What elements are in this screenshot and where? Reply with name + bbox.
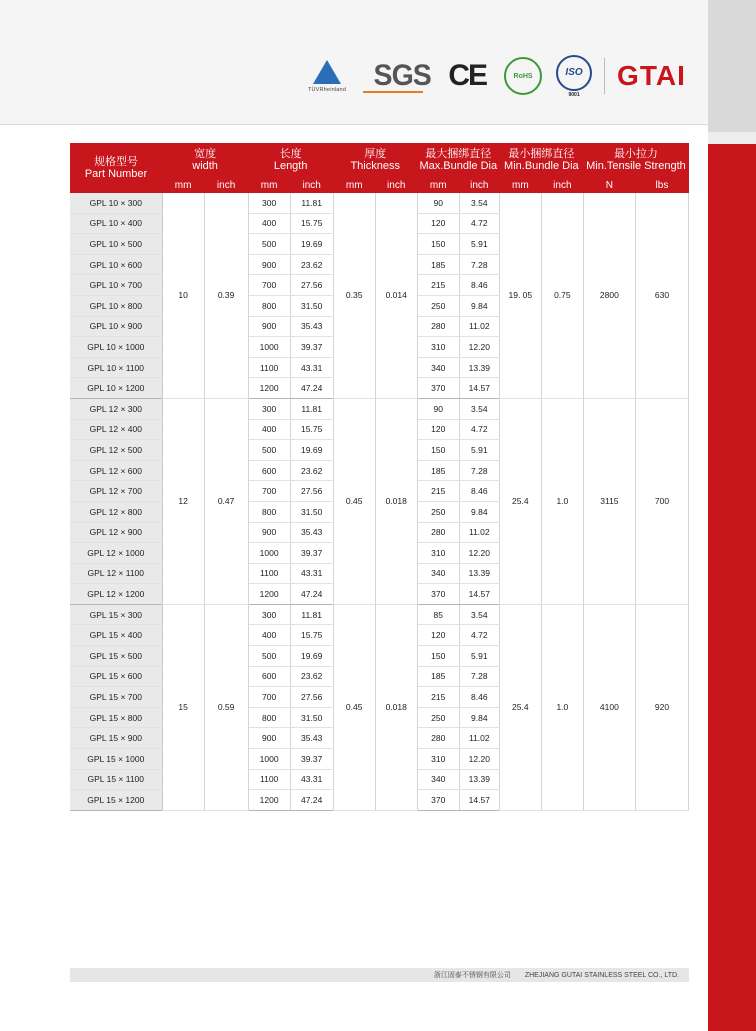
max-bundle-inch-cell: 7.28 [459, 254, 499, 275]
thickness-header [333, 143, 417, 177]
length-header [248, 143, 333, 177]
max-bundle-inch-cell: 14.57 [459, 584, 499, 605]
width-mm-cell: 12 [162, 398, 204, 604]
part-number-cell: GPL 15 × 400 [70, 625, 162, 646]
max-bundle-inch-cell: 3.54 [459, 193, 499, 213]
part-number-cell: GPL 12 × 800 [70, 501, 162, 522]
unit-inch: inch [204, 177, 248, 193]
page-footer [70, 968, 689, 982]
min-bundle-header-cn: 最小捆绑直径 [508, 148, 575, 160]
length-mm-cell: 900 [248, 254, 290, 275]
max-bundle-inch-cell: 8.46 [459, 687, 499, 708]
min-bundle-inch-cell: 1.0 [541, 398, 583, 604]
length-mm-cell: 400 [248, 419, 290, 440]
length-mm-cell: 500 [248, 234, 290, 255]
part-number-cell: GPL 10 × 700 [70, 275, 162, 296]
length-inch-cell: 27.56 [290, 275, 333, 296]
max-bundle-mm-cell: 310 [417, 337, 459, 358]
part-number-cell: GPL 12 × 1100 [70, 563, 162, 584]
part-number-cell: GPL 15 × 1200 [70, 790, 162, 811]
tensile-header-en: Min.Tensile Strength [586, 160, 686, 172]
length-mm-cell: 700 [248, 481, 290, 502]
max-bundle-mm-cell: 340 [417, 357, 459, 378]
logo-divider [604, 58, 605, 94]
min-bundle-header [499, 143, 583, 177]
part-number-cell: GPL 12 × 400 [70, 419, 162, 440]
tensile-lbs-cell: 920 [635, 604, 688, 810]
part-number-cell: GPL 10 × 1200 [70, 378, 162, 399]
part-number-cell: GPL 10 × 400 [70, 213, 162, 234]
max-bundle-header [417, 143, 499, 177]
max-bundle-mm-cell: 370 [417, 378, 459, 399]
unit-mm: mm [248, 177, 290, 193]
part-number-cell: GPL 15 × 900 [70, 728, 162, 749]
max-bundle-inch-cell: 13.39 [459, 563, 499, 584]
max-bundle-mm-cell: 120 [417, 625, 459, 646]
width-header-en: width [192, 160, 218, 172]
thickness-mm-cell: 0.35 [333, 193, 375, 398]
max-bundle-mm-cell: 185 [417, 666, 459, 687]
part-number-cell: GPL 15 × 1100 [70, 769, 162, 790]
thickness-inch-cell: 0.018 [375, 604, 417, 810]
max-bundle-inch-cell: 8.46 [459, 481, 499, 502]
max-bundle-inch-cell: 12.20 [459, 337, 499, 358]
length-inch-cell: 47.24 [290, 584, 333, 605]
max-bundle-mm-cell: 250 [417, 295, 459, 316]
thickness-header-en: Thickness [350, 160, 400, 172]
thickness-header-cn: 厚度 [364, 148, 387, 160]
length-mm-cell: 600 [248, 460, 290, 481]
unit-mm: mm [499, 177, 541, 193]
part-number-cell: GPL 10 × 500 [70, 234, 162, 255]
part-number-cell: GPL 12 × 700 [70, 481, 162, 502]
tuv-triangle-icon [313, 60, 341, 84]
thickness-inch-cell: 0.014 [375, 193, 417, 398]
length-mm-cell: 900 [248, 522, 290, 543]
length-mm-cell: 1100 [248, 563, 290, 584]
unit-inch: inch [459, 177, 499, 193]
rohs-logo: RoHS [504, 57, 542, 95]
max-bundle-inch-cell: 11.02 [459, 728, 499, 749]
unit-mm: mm [417, 177, 459, 193]
max-bundle-mm-cell: 185 [417, 254, 459, 275]
part-header-en: Part Number [84, 168, 148, 180]
length-mm-cell: 1200 [248, 378, 290, 399]
max-bundle-header-en: Max.Bundle Dia [419, 160, 498, 172]
max-bundle-mm-cell: 250 [417, 707, 459, 728]
max-bundle-inch-cell: 14.57 [459, 378, 499, 399]
length-inch-cell: 23.62 [290, 460, 333, 481]
unit-mm: mm [162, 177, 204, 193]
part-number-cell: GPL 12 × 600 [70, 460, 162, 481]
length-inch-cell: 11.81 [290, 193, 333, 213]
unit-newton: N [583, 177, 635, 193]
tuv-logo [300, 60, 354, 93]
max-bundle-inch-cell: 12.20 [459, 749, 499, 770]
max-bundle-mm-cell: 90 [417, 398, 459, 419]
length-mm-cell: 300 [248, 193, 290, 213]
tensile-n-cell: 4100 [583, 604, 635, 810]
unit-inch: inch [375, 177, 417, 193]
max-bundle-mm-cell: 215 [417, 275, 459, 296]
length-header-en: Length [273, 160, 308, 172]
part-number-cell: GPL 15 × 500 [70, 646, 162, 667]
min-bundle-header-en: Min.Bundle Dia [504, 160, 579, 172]
min-bundle-mm-cell: 25.4 [499, 604, 541, 810]
length-mm-cell: 400 [248, 213, 290, 234]
tensile-n-cell: 2800 [583, 193, 635, 398]
length-mm-cell: 700 [248, 275, 290, 296]
length-mm-cell: 800 [248, 707, 290, 728]
tuv-label: TÜVRheinland [307, 86, 347, 93]
length-inch-cell: 19.69 [290, 234, 333, 255]
thickness-inch-cell: 0.018 [375, 398, 417, 604]
max-bundle-inch-cell: 11.02 [459, 316, 499, 337]
part-number-cell: GPL 12 × 1000 [70, 543, 162, 564]
length-header-cn: 长度 [279, 148, 302, 160]
part-number-cell: GPL 10 × 800 [70, 295, 162, 316]
part-number-cell: GPL 12 × 300 [70, 398, 162, 419]
max-bundle-inch-cell: 3.54 [459, 398, 499, 419]
width-header [162, 143, 248, 177]
max-bundle-inch-cell: 4.72 [459, 625, 499, 646]
table-row [70, 604, 689, 625]
max-bundle-mm-cell: 340 [417, 563, 459, 584]
length-mm-cell: 1000 [248, 749, 290, 770]
max-bundle-mm-cell: 310 [417, 749, 459, 770]
length-mm-cell: 500 [248, 440, 290, 461]
part-number-cell: GPL 15 × 800 [70, 707, 162, 728]
width-header-cn: 宽度 [194, 148, 217, 160]
max-bundle-mm-cell: 120 [417, 419, 459, 440]
width-inch-cell: 0.47 [204, 398, 248, 604]
tensile-header [583, 143, 688, 177]
ce-logo: CE [448, 59, 487, 92]
unit-inch: inch [541, 177, 583, 193]
max-bundle-mm-cell: 120 [417, 213, 459, 234]
spec-table [70, 143, 689, 811]
side-red-bar [708, 144, 756, 1031]
max-bundle-inch-cell: 5.91 [459, 440, 499, 461]
length-inch-cell: 43.31 [290, 563, 333, 584]
max-bundle-mm-cell: 215 [417, 481, 459, 502]
part-number-cell: GPL 12 × 1200 [70, 584, 162, 605]
max-bundle-inch-cell: 7.28 [459, 666, 499, 687]
length-inch-cell: 11.81 [290, 398, 333, 419]
length-mm-cell: 600 [248, 666, 290, 687]
length-mm-cell: 1200 [248, 584, 290, 605]
length-inch-cell: 31.50 [290, 707, 333, 728]
part-number-cell: GPL 15 × 700 [70, 687, 162, 708]
length-inch-cell: 31.50 [290, 501, 333, 522]
width-mm-cell: 10 [162, 193, 204, 398]
length-mm-cell: 700 [248, 687, 290, 708]
certification-logos [300, 52, 686, 100]
length-inch-cell: 43.31 [290, 769, 333, 790]
min-bundle-inch-cell: 1.0 [541, 604, 583, 810]
iso-logo: ISO [556, 55, 592, 91]
part-number-cell: GPL 10 × 600 [70, 254, 162, 275]
max-bundle-mm-cell: 370 [417, 584, 459, 605]
part-header-cn: 规格型号 [94, 156, 139, 168]
table-row [70, 193, 689, 213]
part-number-cell: GPL 12 × 500 [70, 440, 162, 461]
sgs-logo [354, 59, 432, 93]
length-inch-cell: 15.75 [290, 213, 333, 234]
max-bundle-inch-cell: 8.46 [459, 275, 499, 296]
max-bundle-mm-cell: 150 [417, 234, 459, 255]
unit-lbs: lbs [635, 177, 688, 193]
max-bundle-inch-cell: 9.84 [459, 295, 499, 316]
length-mm-cell: 300 [248, 604, 290, 625]
tensile-header-cn: 最小拉力 [613, 148, 658, 160]
length-mm-cell: 900 [248, 728, 290, 749]
max-bundle-inch-cell: 12.20 [459, 543, 499, 564]
max-bundle-mm-cell: 340 [417, 769, 459, 790]
max-bundle-inch-cell: 13.39 [459, 769, 499, 790]
length-inch-cell: 27.56 [290, 687, 333, 708]
spec-table-body [70, 193, 689, 810]
gtai-logo: GTAI [617, 60, 686, 91]
thickness-mm-cell: 0.45 [333, 398, 375, 604]
tensile-lbs-cell: 700 [635, 398, 688, 604]
max-bundle-mm-cell: 280 [417, 728, 459, 749]
tensile-n-cell: 3115 [583, 398, 635, 604]
part-number-header [70, 143, 162, 193]
tensile-lbs-cell: 630 [635, 193, 688, 398]
length-inch-cell: 39.37 [290, 749, 333, 770]
max-bundle-inch-cell: 3.54 [459, 604, 499, 625]
max-bundle-mm-cell: 185 [417, 460, 459, 481]
length-mm-cell: 900 [248, 316, 290, 337]
min-bundle-mm-cell: 19. 05 [499, 193, 541, 398]
max-bundle-mm-cell: 280 [417, 316, 459, 337]
max-bundle-inch-cell: 5.91 [459, 646, 499, 667]
length-mm-cell: 1000 [248, 337, 290, 358]
iso-logo-wrap [556, 55, 592, 98]
max-bundle-inch-cell: 9.84 [459, 707, 499, 728]
length-inch-cell: 43.31 [290, 357, 333, 378]
max-bundle-mm-cell: 250 [417, 501, 459, 522]
part-number-cell: GPL 10 × 900 [70, 316, 162, 337]
length-inch-cell: 19.69 [290, 440, 333, 461]
length-mm-cell: 1000 [248, 543, 290, 564]
length-mm-cell: 1100 [248, 357, 290, 378]
part-number-cell: GPL 15 × 600 [70, 666, 162, 687]
max-bundle-inch-cell: 9.84 [459, 501, 499, 522]
side-gray-bar [708, 0, 756, 132]
max-bundle-inch-cell: 13.39 [459, 357, 499, 378]
sgs-label: SGS [373, 59, 431, 92]
footer-company-en: ZHEJIANG GUTAI STAINLESS STEEL CO., LTD. [524, 971, 679, 979]
length-inch-cell: 15.75 [290, 625, 333, 646]
length-mm-cell: 800 [248, 501, 290, 522]
length-mm-cell: 800 [248, 295, 290, 316]
length-inch-cell: 35.43 [290, 316, 333, 337]
length-mm-cell: 300 [248, 398, 290, 419]
length-inch-cell: 23.62 [290, 666, 333, 687]
max-bundle-inch-cell: 7.28 [459, 460, 499, 481]
max-bundle-mm-cell: 150 [417, 440, 459, 461]
max-bundle-inch-cell: 5.91 [459, 234, 499, 255]
part-number-cell: GPL 10 × 300 [70, 193, 162, 213]
max-bundle-mm-cell: 370 [417, 790, 459, 811]
length-inch-cell: 31.50 [290, 295, 333, 316]
width-inch-cell: 0.39 [204, 193, 248, 398]
max-bundle-header-cn: 最大捆绑直径 [425, 148, 492, 160]
table-row [70, 398, 689, 419]
part-number-cell: GPL 12 × 900 [70, 522, 162, 543]
length-inch-cell: 35.43 [290, 522, 333, 543]
part-number-cell: GPL 15 × 1000 [70, 749, 162, 770]
length-inch-cell: 19.69 [290, 646, 333, 667]
max-bundle-mm-cell: 90 [417, 193, 459, 213]
min-bundle-mm-cell: 25.4 [499, 398, 541, 604]
length-inch-cell: 15.75 [290, 419, 333, 440]
part-number-cell: GPL 10 × 1000 [70, 337, 162, 358]
max-bundle-mm-cell: 150 [417, 646, 459, 667]
thickness-mm-cell: 0.45 [333, 604, 375, 810]
width-mm-cell: 15 [162, 604, 204, 810]
part-number-cell: GPL 10 × 1100 [70, 357, 162, 378]
max-bundle-inch-cell: 4.72 [459, 419, 499, 440]
max-bundle-inch-cell: 4.72 [459, 213, 499, 234]
length-inch-cell: 39.37 [290, 337, 333, 358]
part-number-cell: GPL 15 × 300 [70, 604, 162, 625]
footer-company-cn: 浙江固泰不锈钢有限公司 [433, 972, 511, 979]
length-mm-cell: 400 [248, 625, 290, 646]
length-inch-cell: 39.37 [290, 543, 333, 564]
iso-number: 9001 [568, 91, 580, 98]
length-inch-cell: 47.24 [290, 790, 333, 811]
length-inch-cell: 11.81 [290, 604, 333, 625]
length-mm-cell: 1100 [248, 769, 290, 790]
max-bundle-inch-cell: 14.57 [459, 790, 499, 811]
length-mm-cell: 1200 [248, 790, 290, 811]
length-inch-cell: 23.62 [290, 254, 333, 275]
max-bundle-mm-cell: 310 [417, 543, 459, 564]
max-bundle-mm-cell: 215 [417, 687, 459, 708]
width-inch-cell: 0.59 [204, 604, 248, 810]
unit-mm: mm [333, 177, 375, 193]
length-mm-cell: 500 [248, 646, 290, 667]
max-bundle-mm-cell: 280 [417, 522, 459, 543]
length-inch-cell: 35.43 [290, 728, 333, 749]
max-bundle-inch-cell: 11.02 [459, 522, 499, 543]
unit-inch: inch [290, 177, 333, 193]
length-inch-cell: 47.24 [290, 378, 333, 399]
min-bundle-inch-cell: 0.75 [541, 193, 583, 398]
length-inch-cell: 27.56 [290, 481, 333, 502]
max-bundle-mm-cell: 85 [417, 604, 459, 625]
